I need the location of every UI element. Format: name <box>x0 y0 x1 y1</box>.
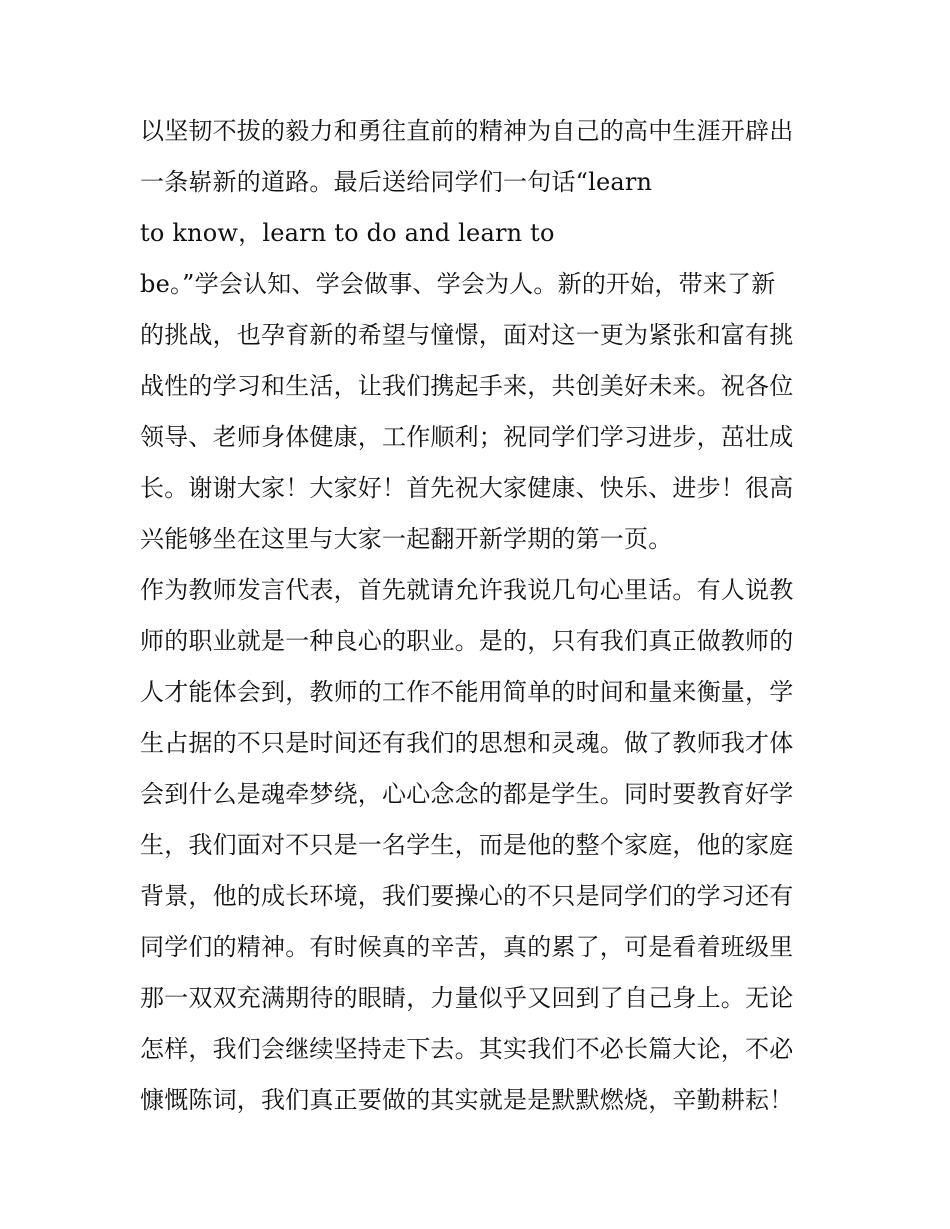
text-line: 同学们的精神。有时候真的辛苦，真的累了，可是看着班级里 <box>140 933 794 961</box>
text-line: 背景，他的成长环境，我们要操心的不只是同学们的学习还有 <box>140 882 794 910</box>
text-line: 生占据的不只是时间还有我们的思想和灵魂。做了教师我才体 <box>140 729 794 757</box>
text-line: 那一双双充满期待的眼睛，力量似乎又回到了自己身上。无论 <box>140 984 794 1012</box>
text-line: be。”学会认知、学会做事、学会为人。新的开始，带来了新 <box>140 270 776 298</box>
text-line: 一条崭新的道路。最后送给同学们一句话“learn <box>140 168 653 196</box>
document-body <box>140 106 820 1126</box>
text-line: 生，我们面对不只是一名学生，而是他的整个家庭，他的家庭 <box>140 831 794 859</box>
text-line: 师的职业就是一种良心的职业。是的，只有我们真正做教师的 <box>140 627 794 655</box>
text-line: 领导、老师身体健康，工作顺利；祝同学们学习进步，茁壮成 <box>140 423 794 451</box>
text-line: 战性的学习和生活，让我们携起手来，共创美好未来。祝各位 <box>140 372 794 400</box>
text-line: 怎样，我们会继续坚持走下去。其实我们不必长篇大论，不必 <box>140 1035 794 1063</box>
text-line: 长。谢谢大家！大家好！首先祝大家健康、快乐、进步！很高 <box>140 474 794 502</box>
text-line: 兴能够坐在这里与大家一起翻开新学期的第一页。 <box>140 525 673 553</box>
text-line: 人才能体会到，教师的工作不能用简单的时间和量来衡量，学 <box>140 678 794 706</box>
text-line: 作为教师发言代表，首先就请允许我说几句心里话。有人说教 <box>140 576 794 604</box>
text-line: 会到什么是魂牵梦绕，心心念念的都是学生。同时要教育好学 <box>140 780 794 808</box>
text-line: 的挑战，也孕育新的希望与憧憬，面对这一更为紧张和富有挑 <box>140 321 794 349</box>
text-line: to know，learn to do and learn to <box>140 219 555 247</box>
text-line: 以坚韧不拔的毅力和勇往直前的精神为自己的高中生涯开辟出 <box>140 117 794 145</box>
text-line: 慷慨陈词，我们真正要做的其实就是是默默燃烧，辛勤耕耘！ <box>140 1086 794 1114</box>
